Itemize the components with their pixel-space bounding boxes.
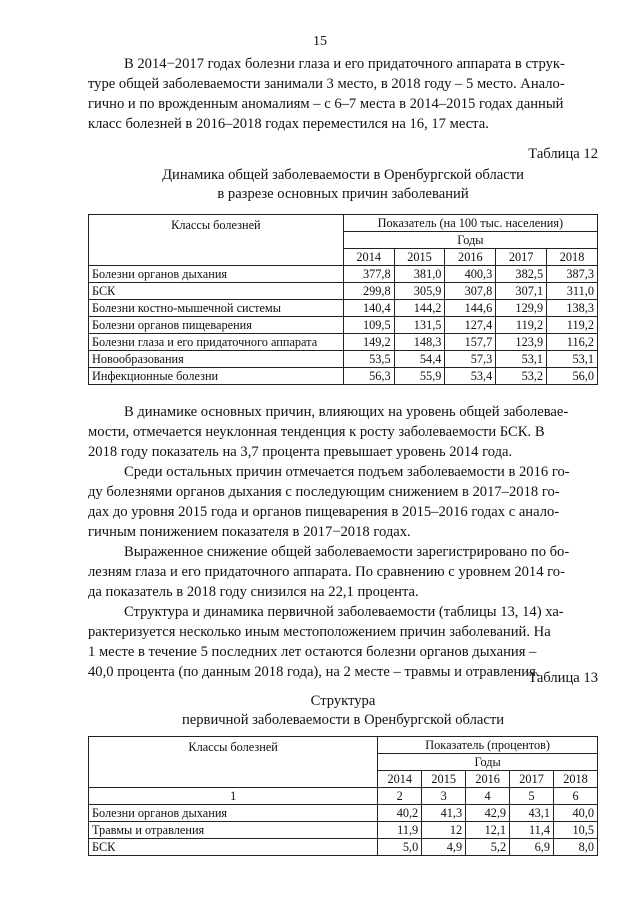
paragraph-line: рактеризуется несколько иным местоположением причин заболеваний. На <box>88 624 551 640</box>
table-12-year: 2017 <box>496 249 547 266</box>
intro-line: класс болезней в 2016–2018 годах переместился на 16, 17 места. <box>88 116 489 132</box>
cell-value: 40,0 <box>554 805 598 822</box>
paragraph-line: 2018 году показатель на 3,7 процента превышает уровень 2014 года. <box>88 444 513 460</box>
cell-value: 144,6 <box>445 300 496 317</box>
cell-value: 4,9 <box>422 839 466 856</box>
table-13 <box>88 736 598 856</box>
table-row <box>89 839 598 856</box>
table-13-header-class: Классы болезней <box>89 737 378 788</box>
cell-value: 311,0 <box>547 283 598 300</box>
table-12-year: 2018 <box>547 249 598 266</box>
cell-value: 387,3 <box>547 266 598 283</box>
table-12 <box>88 214 598 385</box>
paragraph-line: мости, отмечается неуклонная тенденция к росту заболеваемости БСК. В <box>88 424 545 440</box>
cell-value: 299,8 <box>343 283 394 300</box>
cell-value: 55,9 <box>394 368 445 385</box>
table-row <box>89 351 598 368</box>
cell-value: 144,2 <box>394 300 445 317</box>
cell-value: 377,8 <box>343 266 394 283</box>
table-13-label: Таблица 13 <box>528 670 598 686</box>
table-13-year: 2014 <box>378 771 422 788</box>
page-number: 15 <box>313 34 327 49</box>
table-12-header-years: Годы <box>343 232 597 249</box>
row-class-name: Травмы и отравления <box>89 822 378 839</box>
intro-line: туре общей заболеваемости занимали 3 место, в 2018 году – 5 место. Анало- <box>88 76 565 92</box>
row-class-name: Болезни органов дыхания <box>89 805 378 822</box>
paragraph-line: гичным понижением показателя в 2017−2018 годах. <box>88 524 411 540</box>
cell-value: 307,8 <box>445 283 496 300</box>
cell-value: 10,5 <box>554 822 598 839</box>
cell-value: 381,0 <box>394 266 445 283</box>
cell-value: 131,5 <box>394 317 445 334</box>
row-class-name: Болезни органов дыхания <box>89 266 344 283</box>
cell-value: 5,0 <box>378 839 422 856</box>
table-12-title <box>88 166 598 204</box>
cell-value: 53,5 <box>343 351 394 368</box>
table-12-header-class: Классы болезней <box>89 215 344 266</box>
cell-value: 8,0 <box>554 839 598 856</box>
table-12-header-indicator: Показатель (на 100 тыс. населения) <box>343 215 597 232</box>
table-13-header-years: Годы <box>378 754 598 771</box>
table-13-year: 2016 <box>466 771 510 788</box>
cell-value: 116,2 <box>547 334 598 351</box>
cell-value: 42,9 <box>466 805 510 822</box>
cell-value: 11,4 <box>510 822 554 839</box>
body-paragraph <box>88 542 598 602</box>
table-row <box>89 822 598 839</box>
column-number: 3 <box>422 788 466 805</box>
cell-value: 149,2 <box>343 334 394 351</box>
cell-value: 148,3 <box>394 334 445 351</box>
column-number: 4 <box>466 788 510 805</box>
cell-value: 5,2 <box>466 839 510 856</box>
table-12-year: 2016 <box>445 249 496 266</box>
table-12-title-line: в разрезе основных причин заболеваний <box>217 186 469 202</box>
paragraph-line: В динамике основных причин, влияющих на уровень общей заболевае- <box>124 404 569 420</box>
table-12-label: Таблица 12 <box>528 146 598 162</box>
cell-value: 400,3 <box>445 266 496 283</box>
table-13-year: 2015 <box>422 771 466 788</box>
table-12-year: 2014 <box>343 249 394 266</box>
table-numbering-row <box>89 788 598 805</box>
paragraph-line: лезням глаза и его придаточного аппарата. По сравнению с уровнем 2014 го- <box>88 564 565 580</box>
body-paragraph <box>88 462 598 542</box>
paragraph-line: да показатель в 2018 году снизился на 22,1 процента. <box>88 584 419 600</box>
table-row <box>89 300 598 317</box>
table-13-title <box>88 692 598 730</box>
cell-value: 53,1 <box>496 351 547 368</box>
column-number: 6 <box>554 788 598 805</box>
cell-value: 307,1 <box>496 283 547 300</box>
cell-value: 157,7 <box>445 334 496 351</box>
cell-value: 53,4 <box>445 368 496 385</box>
table-13-title-line: Структура <box>310 693 376 709</box>
row-class-name: Новообразования <box>89 351 344 368</box>
row-class-name: БСК <box>89 283 344 300</box>
row-class-name: Болезни глаза и его придаточного аппарата <box>89 334 344 351</box>
paragraph-line: Среди остальных причин отмечается подъем заболеваемости в 2016 го- <box>124 464 570 480</box>
table-12-title-line: Динамика общей заболеваемости в Оренбургской области <box>162 167 524 183</box>
table-13-year: 2017 <box>510 771 554 788</box>
cell-value: 41,3 <box>422 805 466 822</box>
cell-value: 11,9 <box>378 822 422 839</box>
cell-value: 12 <box>422 822 466 839</box>
cell-value: 53,2 <box>496 368 547 385</box>
cell-value: 6,9 <box>510 839 554 856</box>
cell-value: 127,4 <box>445 317 496 334</box>
table-row <box>89 283 598 300</box>
cell-value: 138,3 <box>547 300 598 317</box>
intro-line: гично и по врожденным аномалиям – с 6–7 места в 2014–2015 годах данный <box>88 96 564 112</box>
cell-value: 40,2 <box>378 805 422 822</box>
body-paragraph <box>88 402 598 462</box>
table-row <box>89 368 598 385</box>
row-class-name: Инфекционные болезни <box>89 368 344 385</box>
cell-value: 129,9 <box>496 300 547 317</box>
paragraph-line: Структура и динамика первичной заболеваемости (таблицы 13, 14) ха- <box>124 604 564 620</box>
cell-value: 382,5 <box>496 266 547 283</box>
column-number: 2 <box>378 788 422 805</box>
table-12-year: 2015 <box>394 249 445 266</box>
table-13-year: 2018 <box>554 771 598 788</box>
cell-value: 123,9 <box>496 334 547 351</box>
row-class-name: БСК <box>89 839 378 856</box>
column-number: 1 <box>89 788 378 805</box>
cell-value: 305,9 <box>394 283 445 300</box>
column-number: 5 <box>510 788 554 805</box>
table-row <box>89 334 598 351</box>
cell-value: 54,4 <box>394 351 445 368</box>
paragraph-line: Выраженное снижение общей заболеваемости зарегистрировано по бо- <box>124 544 570 560</box>
cell-value: 140,4 <box>343 300 394 317</box>
cell-value: 119,2 <box>547 317 598 334</box>
paragraph-line: дах до уровня 2015 года и органов пищеварения в 2015–2016 годах с анало- <box>88 504 560 520</box>
paragraph-line: ду болезнями органов дыхания с последующим снижением в 2017–2018 го- <box>88 484 560 500</box>
cell-value: 109,5 <box>343 317 394 334</box>
table-13-title-line: первичной заболеваемости в Оренбургской области <box>181 712 505 728</box>
intro-line: В 2014−2017 годах болезни глаза и его придаточного аппарата в струк- <box>124 56 565 72</box>
cell-value: 119,2 <box>496 317 547 334</box>
cell-value: 56,0 <box>547 368 598 385</box>
cell-value: 56,3 <box>343 368 394 385</box>
table-13-header-indicator: Показатель (процентов) <box>378 737 598 754</box>
paragraph-line: 1 месте в течение 5 последних лет остаются болезни органов дыхания – <box>88 644 537 660</box>
intro-paragraph <box>88 54 598 134</box>
row-class-name: Болезни костно-мышечной системы <box>89 300 344 317</box>
row-class-name: Болезни органов пищеварения <box>89 317 344 334</box>
cell-value: 53,1 <box>547 351 598 368</box>
cell-value: 12,1 <box>466 822 510 839</box>
cell-value: 43,1 <box>510 805 554 822</box>
table-row <box>89 805 598 822</box>
table-row <box>89 266 598 283</box>
table-row <box>89 317 598 334</box>
cell-value: 57,3 <box>445 351 496 368</box>
paragraph-line: 40,0 процента (по данным 2018 года), на 2 месте – травмы и отравления. <box>88 664 540 680</box>
